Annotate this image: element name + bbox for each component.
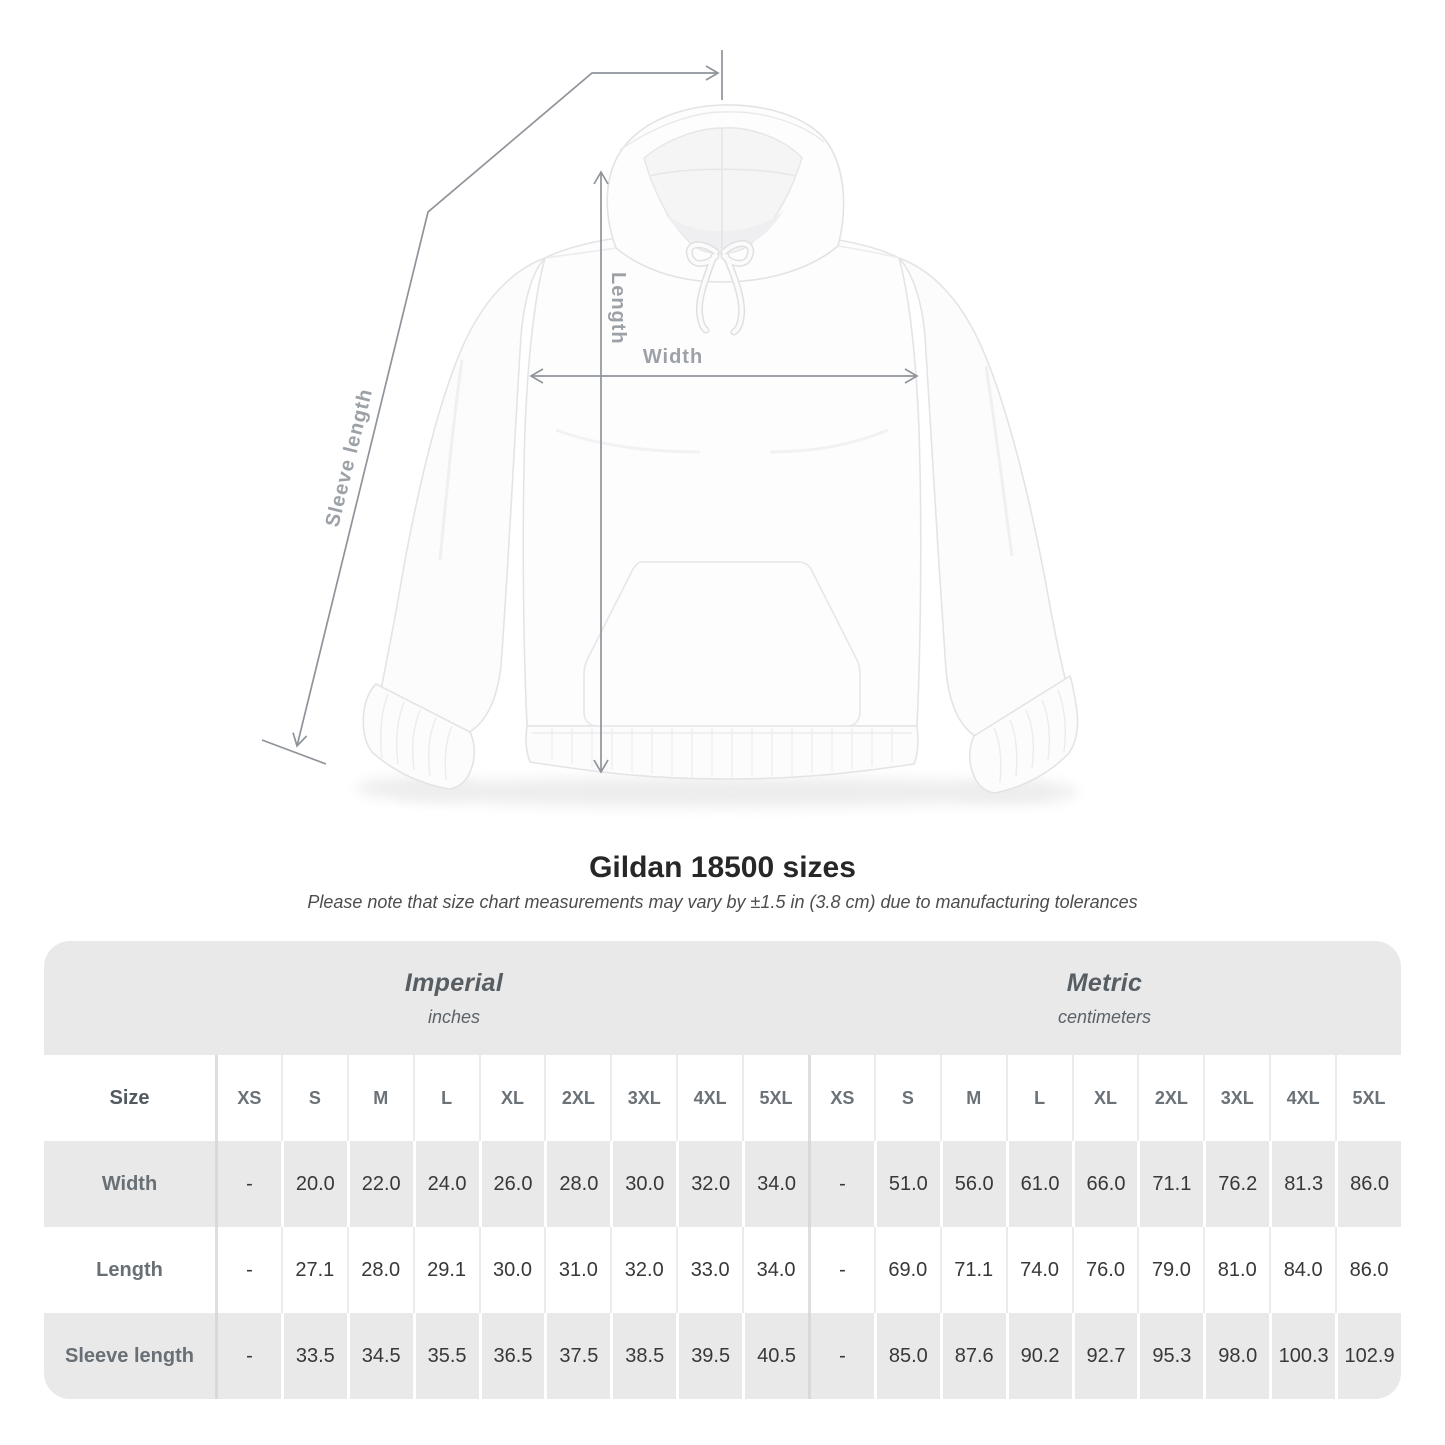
measurement-cell: 76.0: [1072, 1227, 1138, 1313]
measurement-cell: 74.0: [1006, 1227, 1072, 1313]
measurement-cell: 61.0: [1006, 1141, 1072, 1227]
measurement-cell: 30.0: [479, 1227, 545, 1313]
size-column-header: M: [940, 1055, 1006, 1141]
measurement-cell: 92.7: [1072, 1313, 1138, 1399]
measurement-cell: 81.3: [1269, 1141, 1335, 1227]
table-row: [44, 1141, 1401, 1227]
measurement-cell: 33.5: [281, 1313, 347, 1399]
measurement-cell: 27.1: [281, 1227, 347, 1313]
metric-group-title: Metric: [1066, 968, 1143, 997]
sleeve-length-dimension-label: Sleeve length: [321, 386, 378, 530]
measurement-cell: 34.5: [347, 1313, 413, 1399]
measurement-cell: 28.0: [544, 1141, 610, 1227]
size-column-header: S: [874, 1055, 940, 1141]
size-column-header: XS: [215, 1055, 281, 1141]
measurement-cell: -: [808, 1313, 874, 1399]
row-label: Length: [96, 1258, 163, 1281]
size-column-header: 5XL: [1335, 1055, 1401, 1141]
measurement-cell: 20.0: [281, 1141, 347, 1227]
size-column-header: 2XL: [544, 1055, 610, 1141]
measurement-cell: 39.5: [676, 1313, 742, 1399]
measurement-cell: -: [215, 1141, 281, 1227]
table-row: [44, 1313, 1401, 1399]
measurement-cell: 90.2: [1006, 1313, 1072, 1399]
measurement-cell: 37.5: [544, 1313, 610, 1399]
size-column-header: XS: [808, 1055, 874, 1141]
measurement-cell: 36.5: [479, 1313, 545, 1399]
unit-group-band: [44, 941, 1401, 1055]
measurement-cell: 28.0: [347, 1227, 413, 1313]
size-column-header: L: [413, 1055, 479, 1141]
size-column-title: Size: [109, 1086, 150, 1109]
size-column-header: L: [1006, 1055, 1072, 1141]
row-label: Width: [101, 1172, 158, 1195]
header-row: [44, 1055, 1401, 1141]
measurement-cell: 29.1: [413, 1227, 479, 1313]
imperial-group-header: [44, 941, 808, 1055]
measurement-cell: -: [215, 1313, 281, 1399]
size-column-header: 5XL: [742, 1055, 808, 1141]
measurement-cell: 34.0: [742, 1227, 808, 1313]
measurement-cell: -: [808, 1227, 874, 1313]
measurement-cell: 33.0: [676, 1227, 742, 1313]
width-dimension-label: Width: [642, 346, 704, 368]
measurement-cell: 102.9: [1335, 1313, 1401, 1399]
measurement-cell: 87.6: [940, 1313, 1006, 1399]
measurement-cell: 32.0: [676, 1141, 742, 1227]
size-column-header: 2XL: [1137, 1055, 1203, 1141]
measurement-cell: 38.5: [610, 1313, 676, 1399]
imperial-group-unit: inches: [427, 1006, 481, 1027]
measurement-cell: 86.0: [1335, 1227, 1401, 1313]
metric-group-unit: centimeters: [1057, 1006, 1152, 1027]
measurement-cell: 31.0: [544, 1227, 610, 1313]
size-chart-subtitle: Please note that size chart measurements may vary by ±1.5 in (3.8 cm) due to manufacturing tolerances: [307, 892, 1138, 912]
size-column-header: XL: [479, 1055, 545, 1141]
size-chart-title: Gildan 18500 sizes: [589, 851, 856, 884]
measurement-cell: 56.0: [940, 1141, 1006, 1227]
size-table: [44, 941, 1401, 1399]
length-dimension-label: Length: [607, 272, 629, 345]
measurement-cell: 71.1: [940, 1227, 1006, 1313]
size-column-header: M: [347, 1055, 413, 1141]
measurement-cell: 66.0: [1072, 1141, 1138, 1227]
table-row: [44, 1227, 1401, 1313]
measurement-cell: 100.3: [1269, 1313, 1335, 1399]
metric-group-header: [808, 941, 1401, 1055]
measurement-cell: 86.0: [1335, 1141, 1401, 1227]
measurement-cell: 35.5: [413, 1313, 479, 1399]
size-column-header: 3XL: [1203, 1055, 1269, 1141]
measurement-cell: 24.0: [413, 1141, 479, 1227]
measurement-cell: 85.0: [874, 1313, 940, 1399]
measurement-cell: 95.3: [1137, 1313, 1203, 1399]
measurement-cell: 98.0: [1203, 1313, 1269, 1399]
size-column-header: XL: [1072, 1055, 1138, 1141]
imperial-group-title: Imperial: [404, 968, 504, 997]
measurement-cell: -: [808, 1141, 874, 1227]
measurement-cell: 76.2: [1203, 1141, 1269, 1227]
measurement-cell: 26.0: [479, 1141, 545, 1227]
measurement-cell: 81.0: [1203, 1227, 1269, 1313]
row-label: Sleeve length: [65, 1344, 194, 1367]
measurement-cell: -: [215, 1227, 281, 1313]
measurement-cell: 22.0: [347, 1141, 413, 1227]
measurement-cell: 30.0: [610, 1141, 676, 1227]
measurement-cell: 51.0: [874, 1141, 940, 1227]
measurement-cell: 84.0: [1269, 1227, 1335, 1313]
measurement-cell: 69.0: [874, 1227, 940, 1313]
size-column-header: 3XL: [610, 1055, 676, 1141]
measurement-cell: 71.1: [1137, 1141, 1203, 1227]
table-rows: [44, 1141, 1401, 1399]
measurement-cell: 32.0: [610, 1227, 676, 1313]
measurement-cell: 34.0: [742, 1141, 808, 1227]
size-column-header: 4XL: [1269, 1055, 1335, 1141]
size-column-header: 4XL: [676, 1055, 742, 1141]
size-column-header: S: [281, 1055, 347, 1141]
measurement-cell: 79.0: [1137, 1227, 1203, 1313]
sleeve-length-end-tick: [262, 740, 326, 764]
hoodie-pocket: [584, 562, 860, 726]
hoodie-hem: [526, 726, 918, 779]
measurement-cell: 40.5: [742, 1313, 808, 1399]
